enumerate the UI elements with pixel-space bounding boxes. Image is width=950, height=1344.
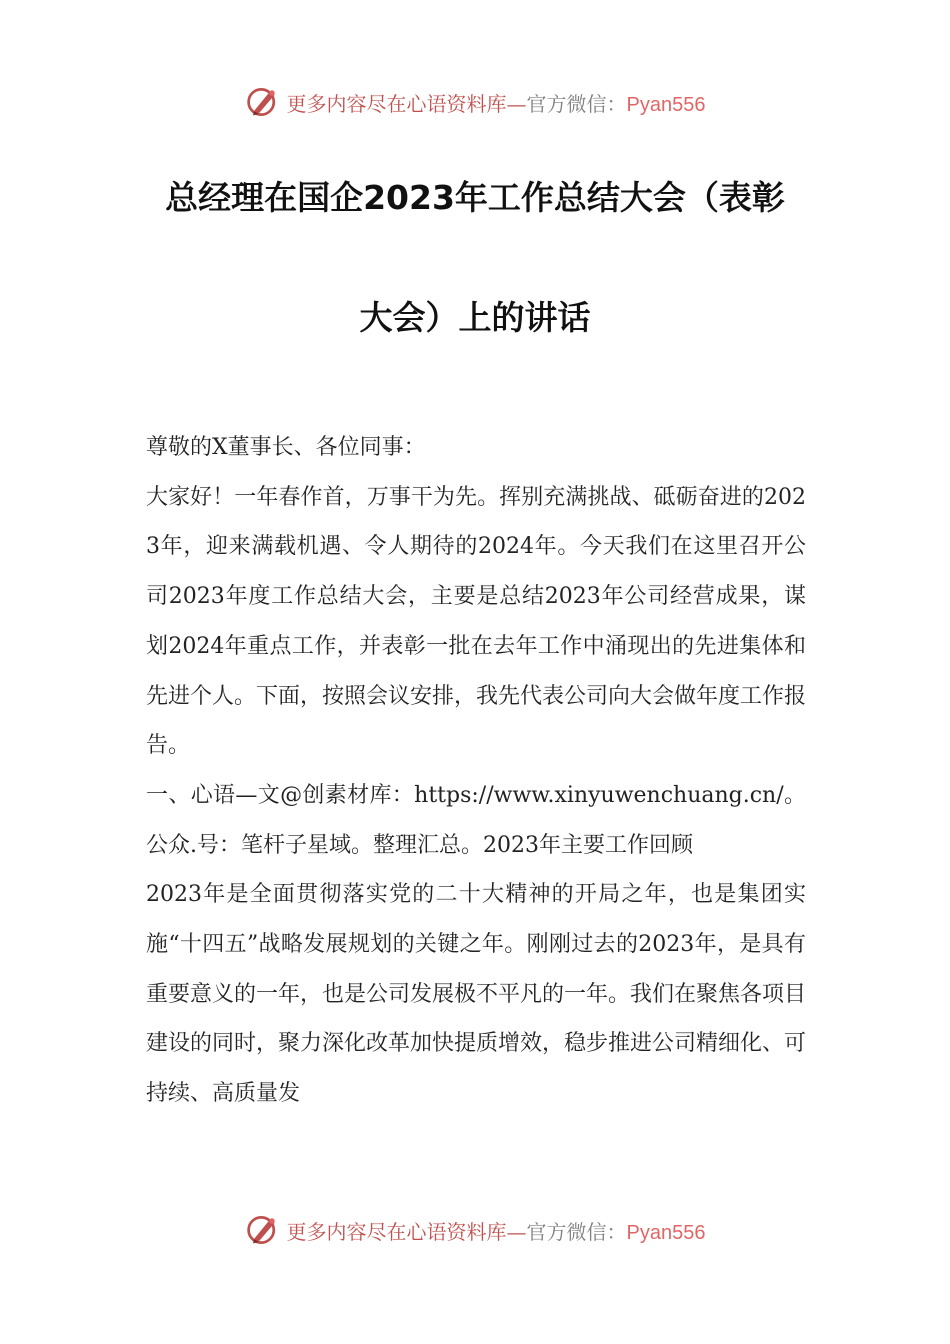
footer-banner-text (287, 1216, 706, 1245)
header-banner-text (287, 88, 706, 117)
banner-main-text: 更多内容尽在心语资料库 (286, 1219, 507, 1244)
section-heading-paragraph: 一、心语—文@创素材库：https://www.xinyuwenchuang.cn/。公众.号：笔杆子星域。整理汇总。2023年主要工作回顾 (146, 782, 806, 858)
banner-dash: — (506, 1219, 527, 1244)
banner-official-label: 官方微信： (526, 1219, 627, 1244)
footer-banner (0, 1210, 950, 1250)
banner-wechat-id: Pyan556 (626, 1221, 706, 1244)
pen-in-circle-logo-icon (245, 84, 281, 120)
salutation-paragraph: 尊敬的X董事长、各位同事： (146, 435, 426, 460)
pen-in-circle-logo-icon (245, 1212, 281, 1248)
banner-dash: — (506, 91, 527, 116)
document-title-line-2: 大会）上的讲话 (359, 298, 591, 337)
banner-main-text: 更多内容尽在心语资料库 (286, 91, 507, 116)
document-body (146, 423, 806, 1119)
banner-wechat-id: Pyan556 (626, 93, 706, 116)
body-paragraph: 大家好！一年春作首，万事干为先。挥别充满挑战、砥砺奋进的2023年，迎来满载机遇、令人期待的2024年。今天我们在这里召开公司2023年度工作总结大会，主要是总结2023年公司经营成果，谋划2024年重点工作，并表彰一批在去年工作中涌现出的先进集体和先进个人。下面，按照会议安排，我先代表公司向大会做年度工作报告。 (146, 484, 807, 759)
header-banner (0, 82, 950, 122)
body-paragraph: 2023年是全面贯彻落实党的二十大精神的开局之年，也是集团实施“十四五”战略发展规划的关键之年。刚刚过去的2023年，是具有重要意义的一年，也是公司发展极不平凡的一年。我们在聚焦各项目建设的同时，聚力深化改革加快提质增效，稳步推进公司精细化、可持续、高质量发 (146, 882, 807, 1107)
document-title-line-1: 总经理在国企2023年工作总结大会（表彰 (165, 178, 785, 217)
banner-official-label: 官方微信： (526, 91, 627, 116)
